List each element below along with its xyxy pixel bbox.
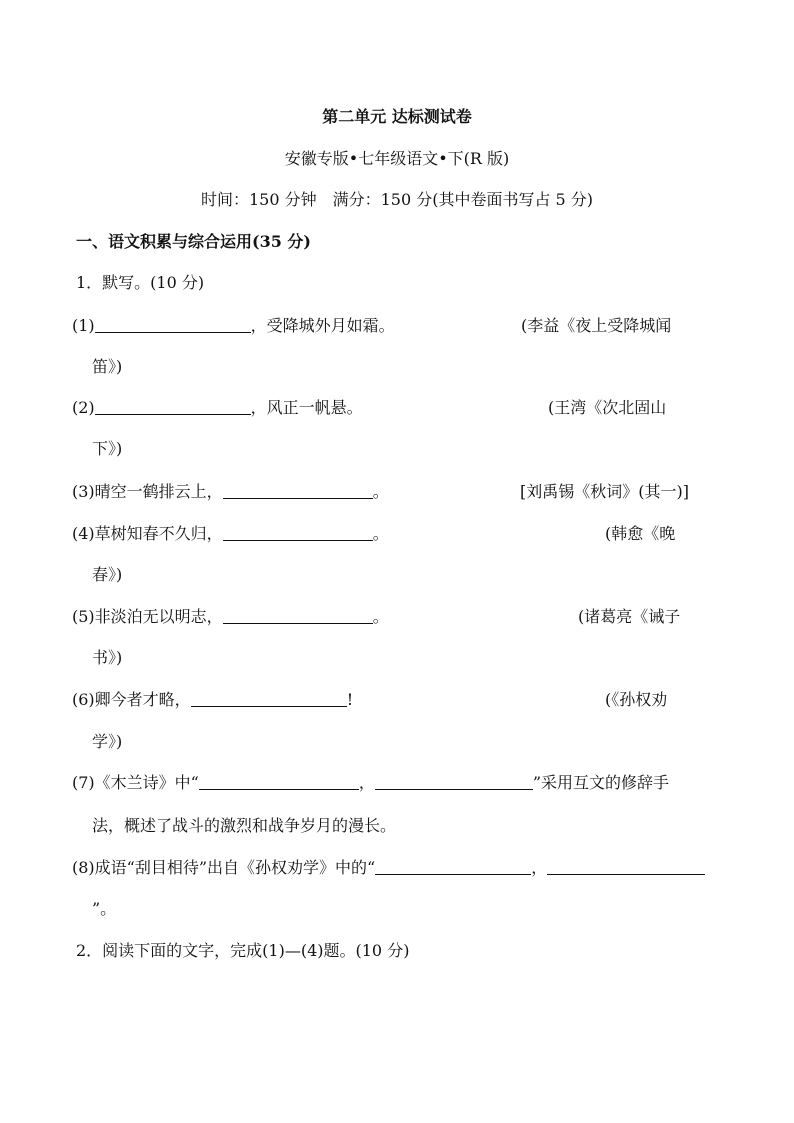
item-text: 草树知春不久归， [94, 524, 223, 543]
item-source: (《孙权劝 [605, 690, 668, 709]
answer-blank[interactable] [199, 773, 359, 790]
item-source: (王湾《次北固山 [548, 398, 667, 417]
item-text: 《木兰诗》中“ [94, 773, 199, 792]
item-source-continued: 下》) [92, 439, 123, 458]
item-number: (6) [72, 690, 95, 709]
item-text: ，受降城外月如霜。 [250, 316, 395, 335]
item-number: (7) [72, 773, 95, 792]
item-text: 非淡泊无以明志， [94, 607, 223, 626]
item-source: (李益《夜上受降城闻 [521, 316, 672, 335]
item-source-continued: 书》) [92, 648, 123, 667]
q1-item-7 [72, 772, 669, 794]
item-text-continued: ”。 [92, 899, 117, 918]
item-number: (3) [72, 482, 95, 501]
item-text-continued: 法，概述了战斗的激烈和战争岁月的漫长。 [92, 816, 397, 835]
q1-item-8 [72, 857, 705, 879]
exam-meta: 时间：150 分钟 满分：150 分(其中卷面书写占 5 分) [200, 190, 594, 209]
item-source-continued: 笛》) [92, 357, 123, 376]
answer-blank[interactable] [375, 858, 531, 875]
item-punct: ， [531, 858, 548, 877]
item-number: (5) [72, 607, 95, 626]
item-text: ”采用互文的修辞手 [532, 773, 670, 792]
q1-item-6 [72, 689, 353, 711]
item-text: 成语“刮目相待”出自《孙权劝学》中的“ [94, 858, 376, 877]
item-text: ，风正一帆悬。 [250, 398, 363, 417]
answer-blank[interactable] [95, 398, 251, 415]
q1-item-2 [72, 397, 363, 419]
q1-item-4 [72, 523, 389, 545]
q1-item-1 [72, 315, 395, 337]
answer-blank[interactable] [223, 524, 373, 541]
item-punct: ， [358, 773, 375, 792]
item-number: (4) [72, 524, 95, 543]
answer-blank[interactable] [223, 607, 373, 624]
q1-item-3 [72, 481, 389, 503]
page-title: 第二单元 达标测试卷 [322, 107, 472, 126]
item-punct: ! [346, 690, 354, 709]
item-punct: 。 [372, 524, 389, 543]
answer-blank[interactable] [223, 482, 373, 499]
item-source-continued: 春》) [92, 565, 123, 584]
item-punct: 。 [372, 482, 389, 501]
item-number: (1) [72, 316, 95, 335]
page-subtitle: 安徽专版•七年级语文•下(R 版) [284, 149, 510, 168]
item-source-continued: 学》) [92, 732, 123, 751]
item-source: (诸葛亮《诫子 [578, 607, 681, 626]
item-text: 卿今者才略， [94, 690, 191, 709]
answer-blank[interactable] [95, 316, 251, 333]
q1-item-5 [72, 606, 389, 628]
section-heading: 一、语文积累与综合运用(35 分) [76, 232, 311, 251]
question-2-stem: 2．阅读下面的文字，完成(1)—(4)题。(10 分) [76, 941, 410, 960]
answer-blank[interactable] [191, 690, 347, 707]
item-source: (韩愈《晚 [605, 524, 676, 543]
answer-blank[interactable] [547, 858, 705, 875]
question-1-stem: 1．默写。(10 分) [76, 273, 205, 292]
item-text: 晴空一鹤排云上， [94, 482, 223, 501]
item-source: [刘禹锡《秋词》(其一)] [520, 482, 689, 501]
item-number: (2) [72, 398, 95, 417]
item-punct: 。 [372, 607, 389, 626]
answer-blank[interactable] [375, 773, 533, 790]
item-number: (8) [72, 858, 95, 877]
